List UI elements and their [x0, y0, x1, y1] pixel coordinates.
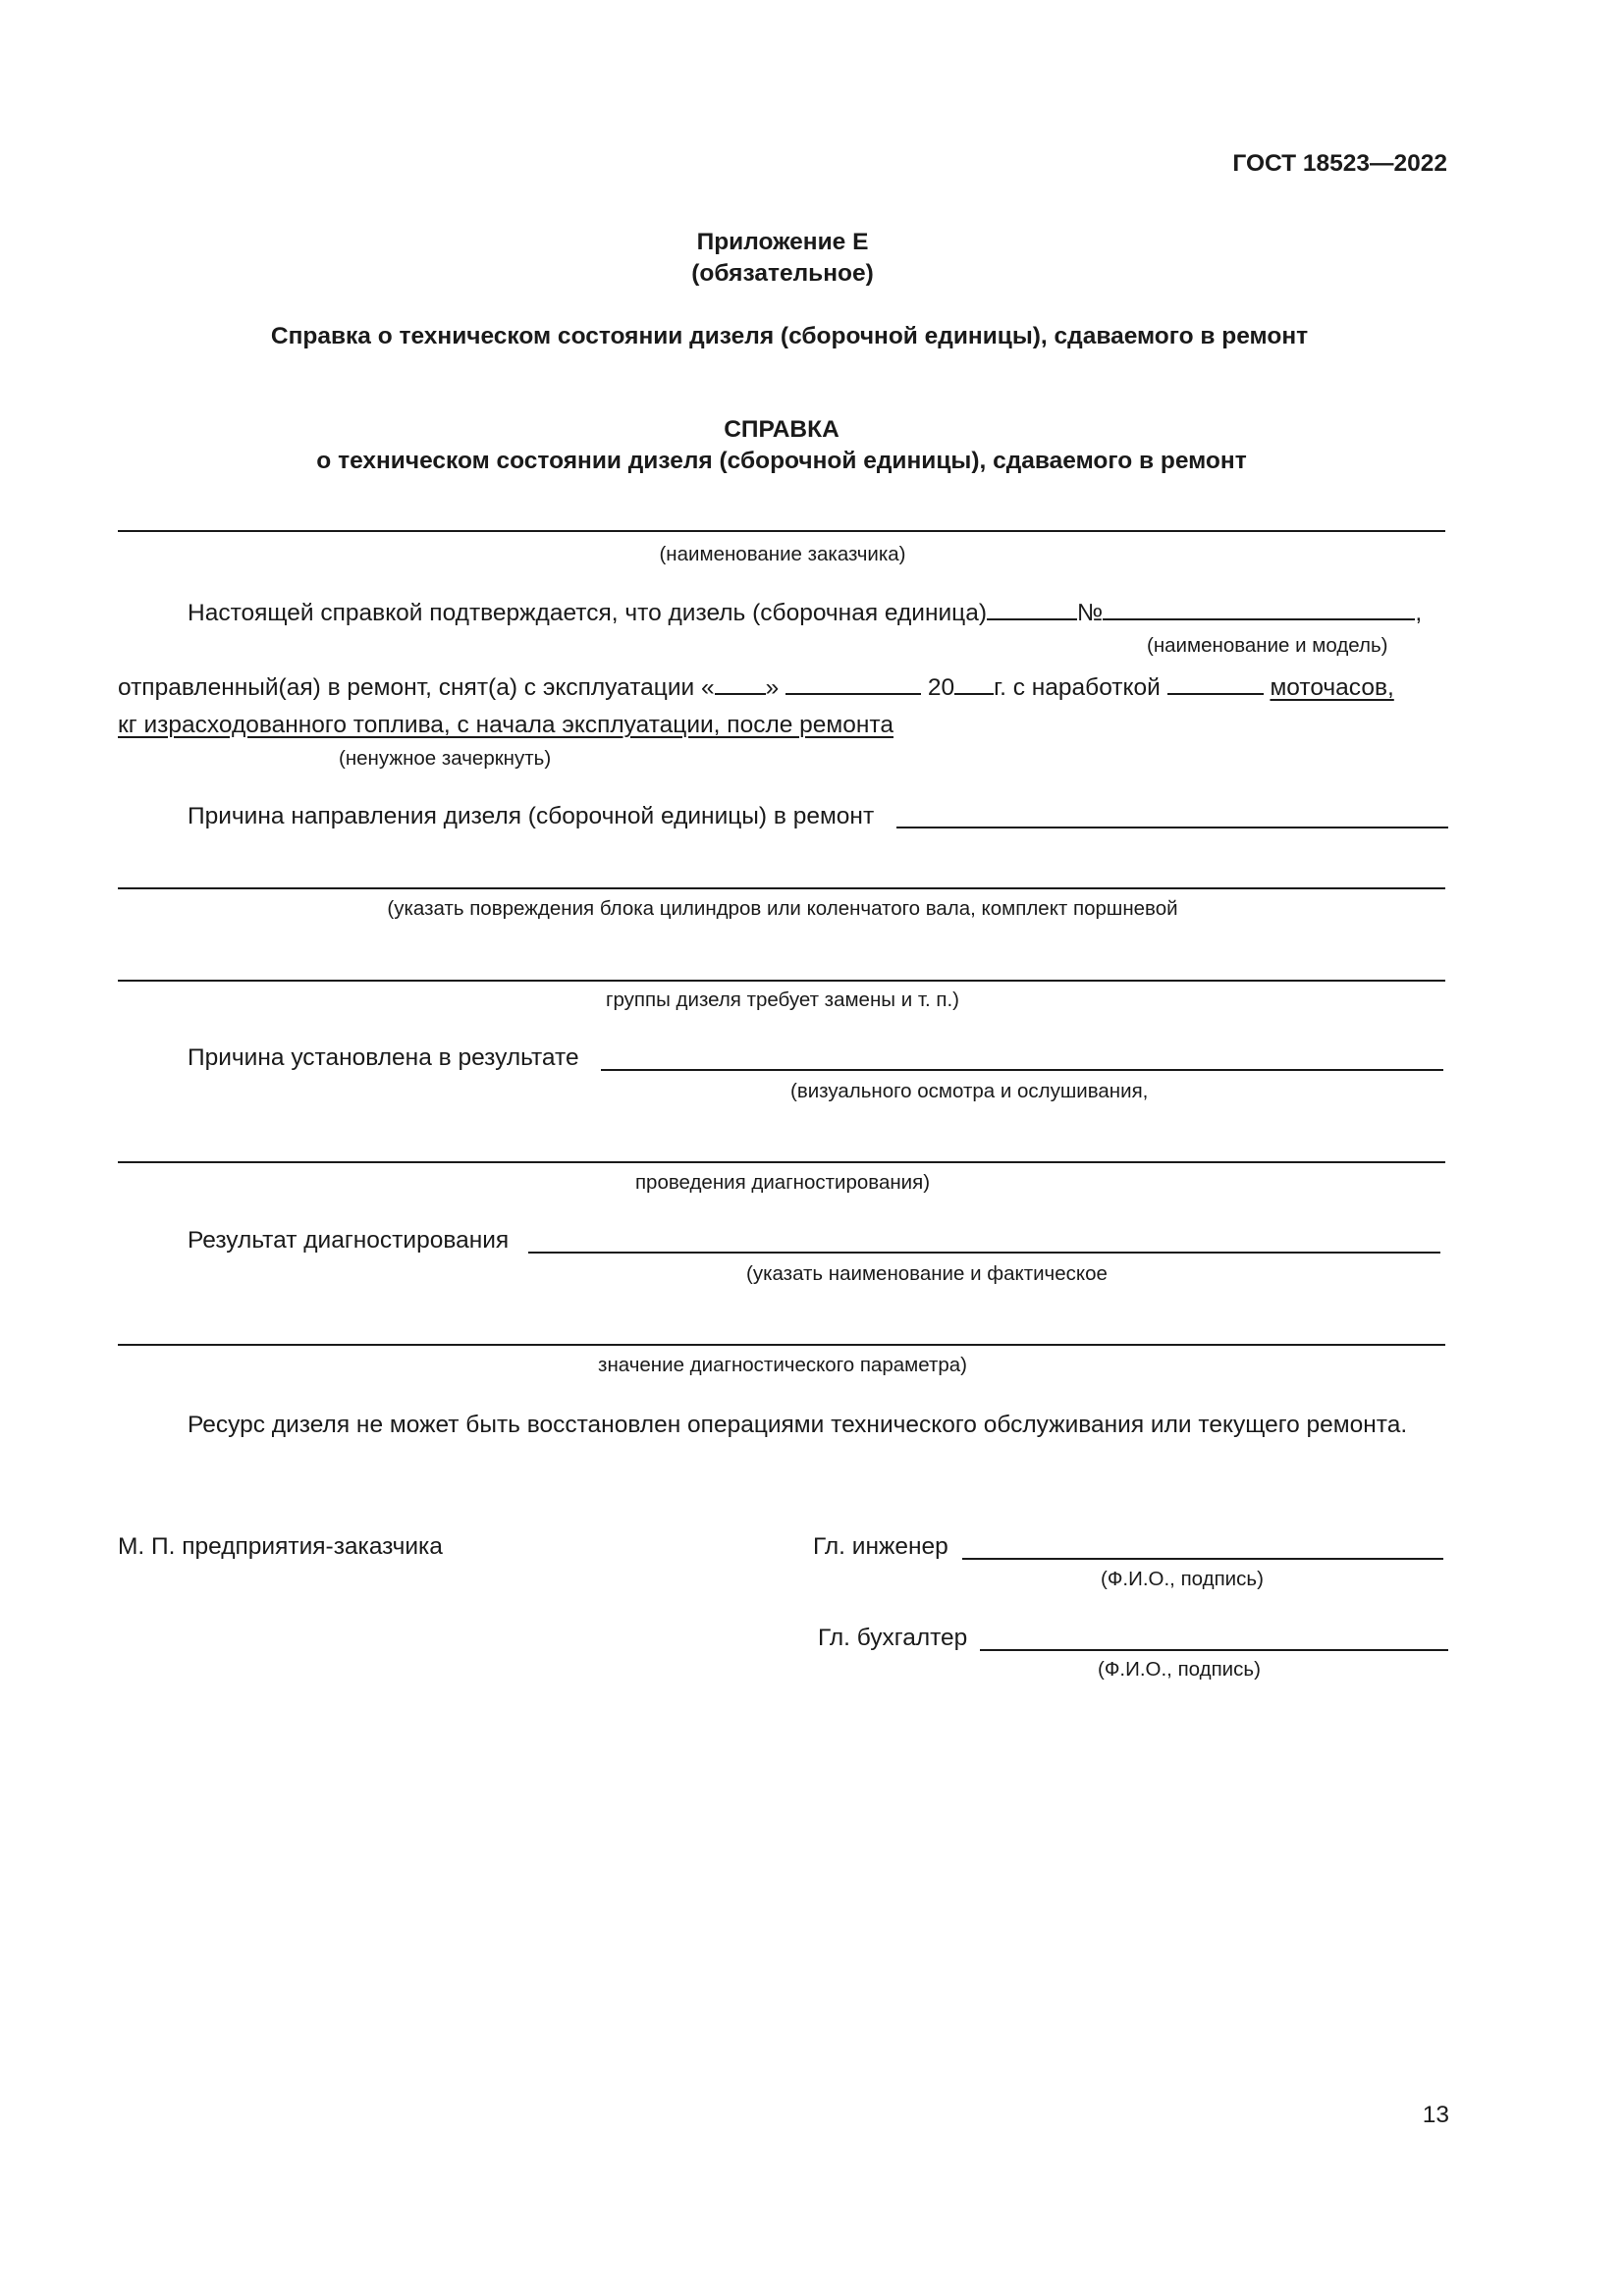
confirm-text: Настоящей справкой подтверждается, что дизель (сборочная единица): [188, 600, 988, 626]
year-prefix: 20: [927, 674, 955, 701]
established-caption-1: (визуального осмотра и ослушивания,: [790, 1080, 1149, 1102]
confirm-row: [188, 597, 1422, 628]
diagnostics-caption-2: значение диагностического параметра): [598, 1354, 967, 1376]
engineer-signature-line[interactable]: [962, 1558, 1443, 1560]
diagnostics-line-1[interactable]: [528, 1252, 1440, 1254]
form-title: СПРАВКА: [724, 416, 839, 443]
established-line-1[interactable]: [601, 1069, 1443, 1071]
strike-caption: (ненужное зачеркнуть): [339, 747, 552, 770]
appendix-title: Приложение Е: [696, 229, 869, 255]
customer-name-line[interactable]: [118, 530, 1445, 532]
customer-caption: (наименование заказчика): [659, 543, 906, 565]
reason-label: Причина направления дизеля (сборочной единицы) в ремонт: [188, 803, 875, 829]
units-fuel: кг израсходованного топлива, с начала эксплуатации, после ремонта: [118, 712, 893, 738]
engineer-caption: (Ф.И.О., подпись): [1101, 1568, 1264, 1590]
reason-line-1[interactable]: [896, 827, 1448, 828]
unit-name-blank[interactable]: [987, 597, 1077, 620]
sent-row: [118, 671, 1394, 703]
sent-text-c: г. с наработкой: [994, 674, 1161, 701]
model-caption: (наименование и модель): [1147, 634, 1388, 657]
stamp-label: М. П. предприятия-заказчика: [118, 1533, 443, 1560]
accountant-label: Гл. бухгалтер: [818, 1625, 968, 1651]
page-number: 13: [1422, 2102, 1449, 2128]
standard-number: ГОСТ 18523—2022: [1232, 150, 1447, 177]
runtime-blank[interactable]: [1167, 671, 1264, 695]
established-caption-2: проведения диагностирования): [634, 1171, 931, 1194]
established-label: Причина установлена в результате: [188, 1044, 579, 1071]
number-sign: №: [1077, 600, 1104, 626]
confirm-comma: ,: [1415, 600, 1423, 626]
form-subtitle: о техническом состоянии дизеля (сборочной единицы), сдаваемого в ремонт: [316, 448, 1247, 474]
resource-statement: Ресурс дизеля не может быть восстановлен операциями технического обслуживания или текущего ремонта.: [188, 1412, 1408, 1438]
diagnostics-label: Результат диагностирования: [188, 1227, 510, 1254]
sent-text-b: »: [765, 674, 780, 701]
accountant-caption: (Ф.И.О., подпись): [1098, 1658, 1261, 1681]
day-blank[interactable]: [715, 671, 766, 695]
reason-caption-1: (указать повреждения блока цилиндров или коленчатого вала, комплект поршневой: [387, 897, 1178, 920]
appendix-status: (обязательное): [691, 260, 874, 287]
reason-line-2[interactable]: [118, 887, 1445, 889]
diagnostics-line-2[interactable]: [118, 1344, 1445, 1346]
units-motohours: моточасов,: [1270, 674, 1394, 701]
accountant-signature-line[interactable]: [980, 1649, 1448, 1651]
sent-text-a: отправленный(ая) в ремонт, снят(а) с эксплуатации «: [118, 674, 715, 701]
diagnostics-caption-1: (указать наименование и фактическое: [746, 1262, 1108, 1285]
appendix-heading: Справка о техническом состоянии дизеля (сборочной единицы), сдаваемого в ремонт: [270, 323, 1309, 349]
reason-caption-2: группы дизеля требует замены и т. п.): [606, 988, 959, 1011]
year-blank[interactable]: [954, 671, 994, 695]
reason-line-3[interactable]: [118, 980, 1445, 982]
engineer-label: Гл. инженер: [813, 1533, 948, 1560]
established-line-2[interactable]: [118, 1161, 1445, 1163]
unit-number-blank[interactable]: [1103, 597, 1415, 620]
month-blank[interactable]: [785, 671, 921, 695]
